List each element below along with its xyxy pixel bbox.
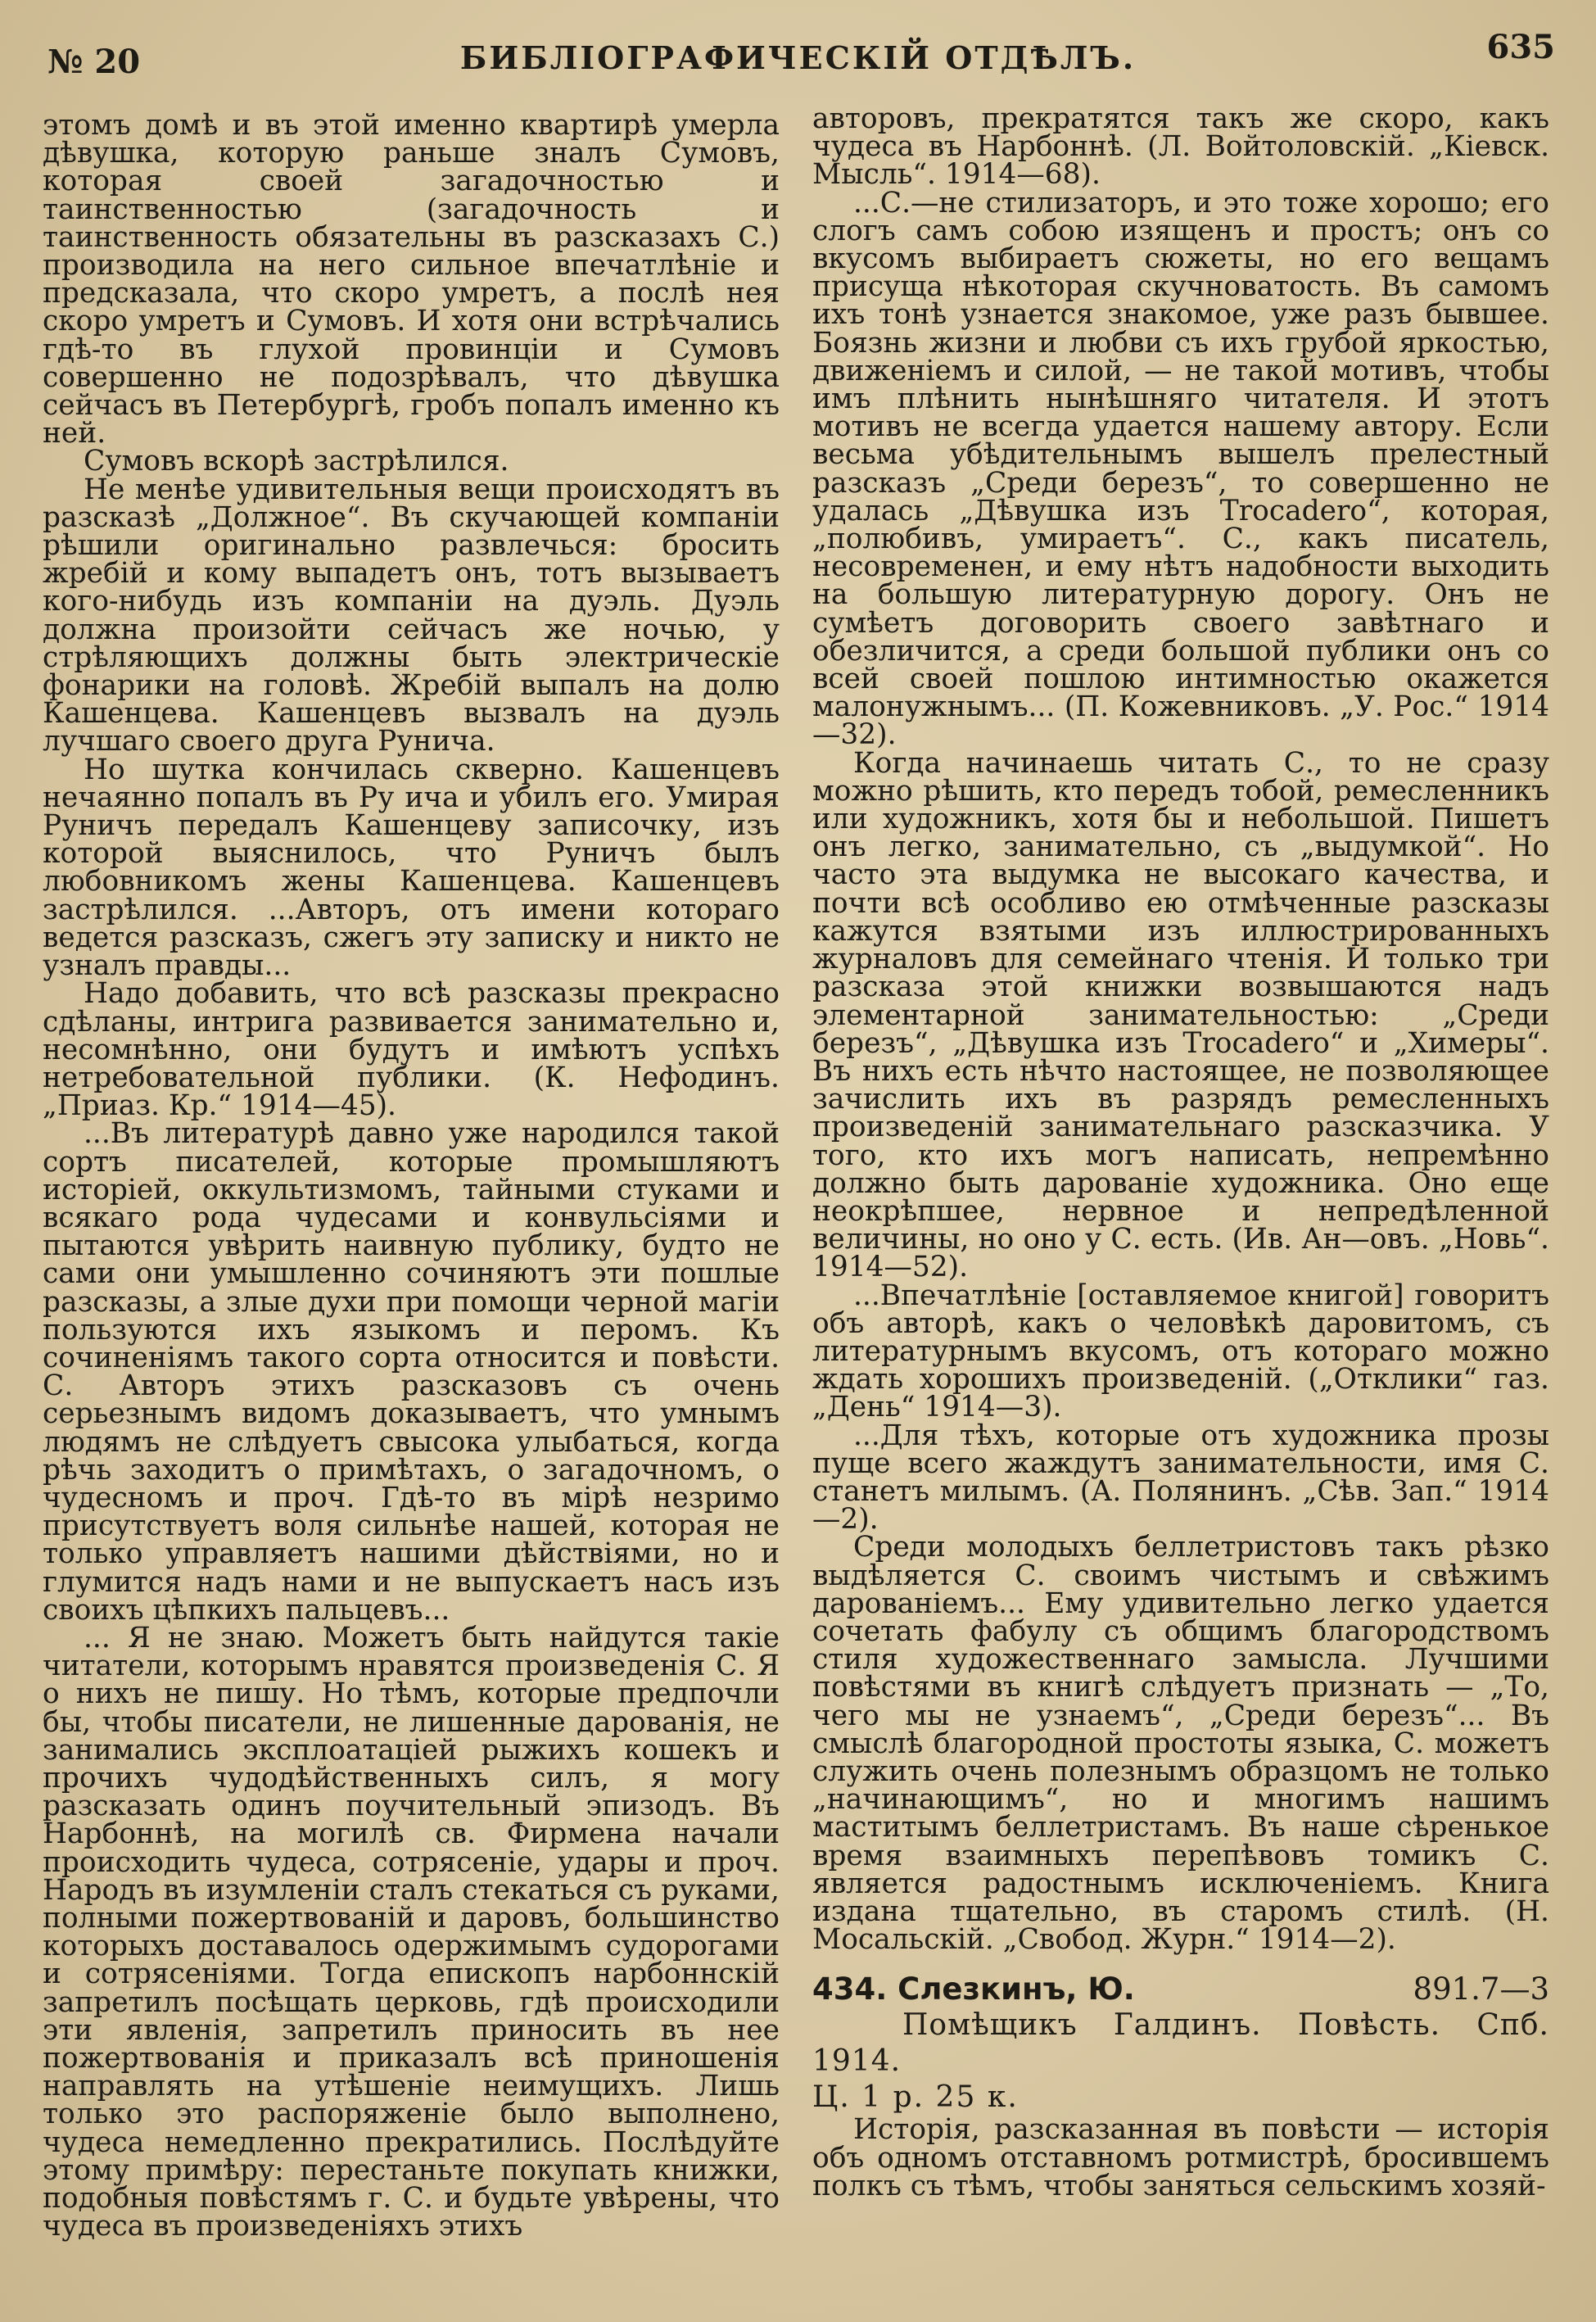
paragraph: ...С.—не стилизаторъ, и это тоже хорошо; его слогъ самъ собою изященъ и простъ; онъ со вкусомъ выбираетъ сюжеты, но его вещамъ присуща нѣкоторая скучноватость. Въ самомъ ихъ тонѣ узнается знакомое, уже разъ бывшее. Боязнь жизни и любви съ ихъ грубой яркостью, движеніемъ и силой, — не такой мотивъ, чтобы имъ плѣнить нынѣшняго читателя. И этотъ мотивъ не всегда удается нашему автору. Если весьма убѣдительнымъ вышелъ прелестный разсказъ „Среди березъ“, то совершенно не удалась „Дѣвушка изъ Trocadero“, которая, „полюбивъ, умираетъ“. С., какъ писатель, несовременен, и ему нѣтъ надобности выходить на большую литературную дорогу. Онъ не сумѣетъ договорить своего завѣтнаго и обезличится, а среди большой публики онъ со всей своей пошлою интимностью окажется малонужнымъ... (П. Кожевниковъ. „У. Рос.“ 1914—32). bbox=[812, 186, 1549, 752]
bibliography-entry bbox=[812, 1971, 1549, 2116]
paragraph: авторовъ, прекратятся такъ же скоро, какъ чудеса въ Нарбоннѣ. (Л. Войтоловскій. „Кіевск. Мысль“. 1914—68). bbox=[812, 102, 1549, 192]
paragraph: ... Я не знаю. Можетъ быть найдутся такіе читатели, которымъ нравятся произведенія С. Я о нихъ не пишу. Но тѣмъ, которые предпочли бы, чтобы писатели, не лишенные дарованія, не занимались эксплоатаціей рыжихъ кошекъ и прочихъ чудодѣйственныхъ силъ, я могу разсказать одинъ поучительный эпизодъ. Въ Нарбоннѣ, на могилѣ св. Фирмена начали происходить чудеса, сотрясеніе, удары и проч. Народъ въ изумленіи сталъ стекаться съ руками, полными пожертвованій и даровъ, большинство которыхъ доставалось одержимымъ судорогами и сотрясеніями. Тогда епископъ нарбоннскій запретилъ посѣщать церковь, гдѣ происходили эти явленія, запретилъ приносить въ нее пожертвованія и приказалъ всѣ приношенія направлять на утѣшеніе неимущихъ. Лишь только это распоряженіе было выполнено, чудеса немедленно прекратились. Послѣдуйте этому примѣру: перестаньте покупать книжки, подобныя повѣстямъ г. С. и будьте увѣрены, что чудеса въ произведеніяхъ этихъ bbox=[43, 1621, 780, 2243]
paragraph: этомъ домѣ и въ этой именно квартирѣ умерла дѣвушка, которую раньше зналъ Сумовъ, которая своей загадочностью и таинственностью (загадочность и таинственность обязательны въ разсказахъ С.) производила на него сильное впечатлѣніе и предсказала, что скоро умретъ, а послѣ нея скоро умретъ и Сумовъ. И хотя они встрѣчались гдѣ-то въ глухой провинціи и Сумовъ совершенно не подозрѣвалъ, что дѣвушка сейчасъ въ Петербургѣ, гробъ попалъ именно къ ней. bbox=[43, 109, 780, 450]
paragraph: Когда начинаешь читать С., то не сразу можно рѣшить, кто передъ тобой, ремесленникъ или художникъ, хотя бы и небольшой. Пишетъ онъ легко, занимательно, съ „выдумкой“. Но часто эта выдумка не высокаго качества, и почти всѣ особливо ею отмѣченные разсказы кажутся взятыми изъ иллюстрированныхъ журналовъ для семейнаго чтенія. И только три разсказа этой книжки возвышаются надъ элементарной занимательностью: „Среди березъ“, „Дѣвушка изъ Trocadero“ и „Химеры“. Въ нихъ есть нѣчто настоящее, не позволяющее зачислить ихъ въ разрядъ ремесленныхъ произведеній занимательнаго разсказчика. У того, кто ихъ могъ написать, непремѣнно должно быть дарованіе художника. Оно еще неокрѣпшее, нервное и непредѣленной величины, но оно у С. есть. (Ив. Ан—овъ. „Новь“. 1914—52). bbox=[812, 746, 1549, 1284]
paragraph: Но шутка кончилась скверно. Кашенцевъ нечаянно попалъ въ Ру ича и убилъ его. Умирая Руничъ передалъ Кашенцеву записочку, изъ которой выяснилось, что Руничъ былъ любовникомъ жены Кашенцева. Кашенцевъ застрѣлился. ...Авторъ, отъ имени котораго ведется разсказъ, сжегъ эту записку и никто не узналъ правды... bbox=[43, 753, 780, 983]
page-header bbox=[33, 28, 1563, 85]
left-column bbox=[43, 109, 780, 2243]
issue-number: № 20 bbox=[47, 43, 141, 81]
entry-heading: 434. Слезкинъ, Ю. bbox=[812, 1971, 1135, 2007]
paragraph: Не менѣе удивительныя вещи происходятъ въ разсказѣ „Должное“. Въ скучающей компаніи рѣшили оригинально развлечься: бросить жребій и кому выпадетъ онъ, тотъ вызываетъ кого-нибудь изъ компаніи на дуэль. Дуэль должна произойти сейчасъ же ночью, у стрѣляющихъ должны быть электрическіе фонарики на головѣ. Жребій выпалъ на долю Кашенцева. Кашенцевъ вызвалъ на дуэль лучшаго своего друга Рунича. bbox=[43, 473, 780, 758]
classification-code: 891.7—3 bbox=[1413, 1971, 1549, 2007]
paragraph: Исторія, разсказанная въ повѣсти — исторія объ одномъ отставномъ ротмистрѣ, бросившемъ полкъ съ тѣмъ, чтобы заняться сельскимъ хозяй- bbox=[812, 2113, 1549, 2202]
paragraph: ...Въ литературѣ давно уже народился такой сортъ писателей, которые промышляютъ исторіей, оккультизмомъ, тайными стуками и всякаго рода чудесами и конвульсіями и пытаются увѣрить наивную публику, будто не сами они умышленно сочиняютъ эти пошлые разсказы, а злые духи при помощи черной магіи пользуются ихъ языкомъ и перомъ. Къ сочиненіямъ такого сорта относится и повѣсти. С. Авторъ этихъ разсказовъ съ очень серьезнымъ видомъ доказываетъ, что умнымъ людямъ не слѣдуетъ свысока улыбаться, когда рѣчь заходитъ о примѣтахъ, о загадочномъ, о чудесномъ и проч. Гдѣ-то въ мірѣ незримо присутствуетъ воля сильнѣе нашей, которая не только управляетъ нашими дѣйствіями, но и глумится надъ нами и не выпускаетъ насъ изъ своихъ цѣпкихъ пальцевъ... bbox=[43, 1117, 780, 1627]
paragraph: Сумовъ вскорѣ застрѣлился. bbox=[84, 445, 509, 478]
paragraph: ...Для тѣхъ, которые отъ художника прозы пуще всего жаждутъ занимательности, имя С. станетъ милымъ. (А. Полянинъ. „Сѣв. Зап.“ 1914—2). bbox=[812, 1419, 1549, 1537]
paragraph: ...Впечатлѣніе [оставляемое книгой] говоритъ объ авторѣ, какъ о человѣкѣ даровитомъ, съ литературнымъ вкусомъ, отъ котораго можно ждать хорошихъ произведеній. („Отклики“ газ. „День“ 1914—3). bbox=[812, 1279, 1549, 1424]
paragraph: Надо добавить, что всѣ разсказы прекрасно сдѣланы, интрига развивается занимательно и, несомнѣнно, они будутъ и имѣютъ успѣхъ нетребовательной публики. (К. Нефодинъ. „Приаз. Кр.“ 1914—45). bbox=[43, 977, 780, 1123]
paragraph: Среди молодыхъ беллетристовъ такъ рѣзко выдѣляется С. своимъ чистымъ и свѣжимъ дарованіемъ... Ему удивительно легко удается сочетать фабулу съ общимъ благородствомъ стиля художественнаго замысла. Лучшими повѣстями въ книгѣ слѣдуетъ признать — „То, чего мы не узнаемъ“, „Среди березъ“... Въ смыслѣ благородной простоты языка, С. можетъ служить очень полезнымъ образцомъ не только „начинающимъ“, но и многимъ нашимъ маститымъ беллетристамъ. Въ наше сѣренькое время взаимныхъ перепѣвовъ томикъ С. является радостнымъ исключеніемъ. Книга издана тщательно, въ старомъ стилѣ. (Н. Мосальскій. „Свобод. Журн.“ 1914—2). bbox=[812, 1531, 1549, 1957]
entry-heading-line bbox=[812, 1971, 1549, 2007]
book-price: Ц. 1 р. 25 к. bbox=[812, 2080, 1019, 2115]
section-title: БИБЛІОГРАФИЧЕСКІЙ ОТДѢЛЪ. bbox=[459, 39, 1137, 76]
book-title: Помѣщикъ Галдинъ. Повѣсть. Спб. 1914. bbox=[812, 2008, 1549, 2079]
page-number: 635 bbox=[1486, 28, 1555, 66]
right-column bbox=[812, 102, 1549, 2202]
